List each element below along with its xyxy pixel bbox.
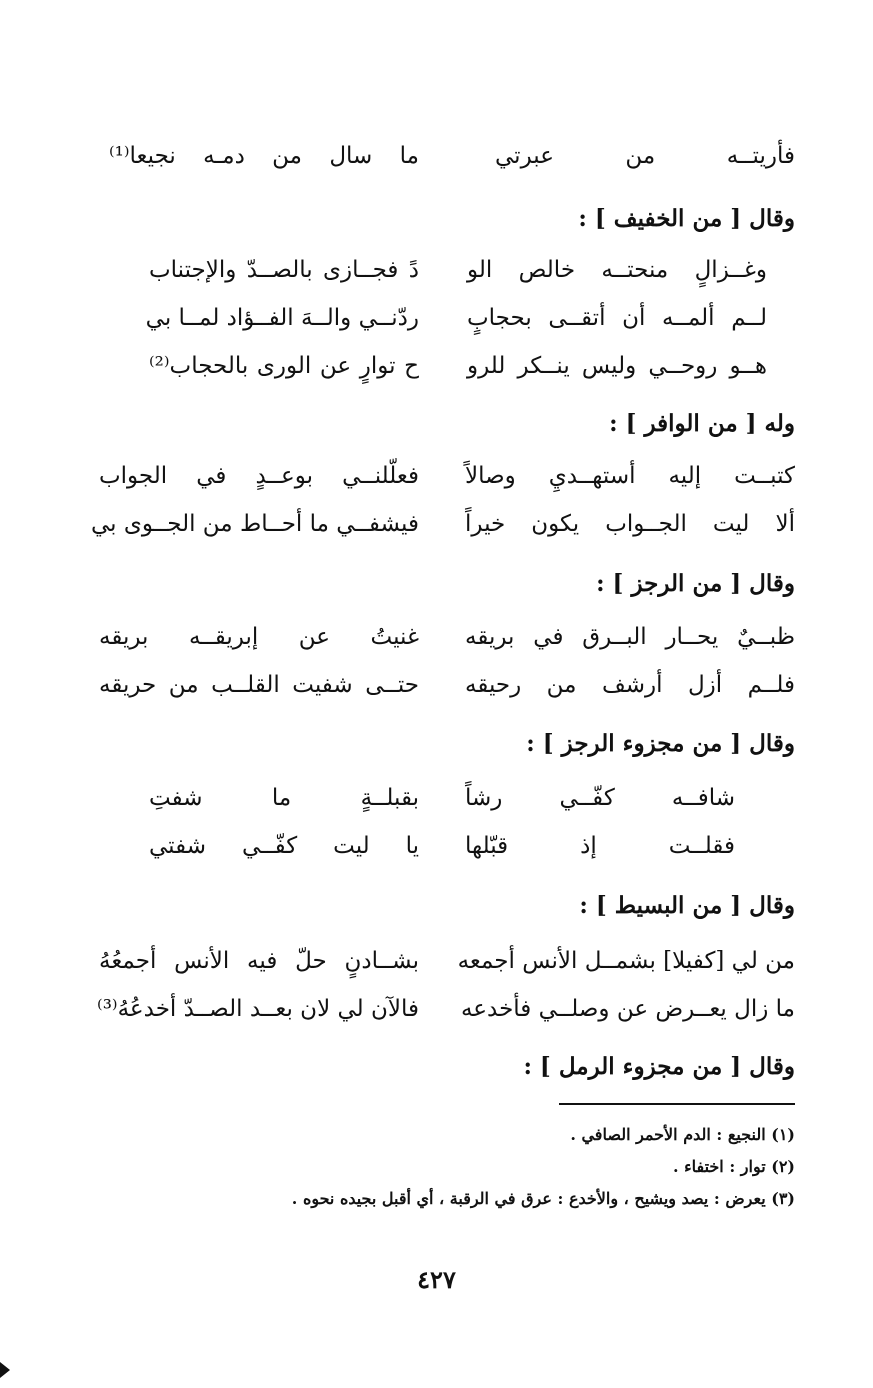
first-hemistich: ظبــيٌ يحــار البــرق في بريقه <box>465 624 795 650</box>
verse-line <box>75 143 795 187</box>
verse-line <box>75 463 795 507</box>
poem-intro: وقال [ من الخفيف ] : <box>578 205 795 232</box>
verse-line <box>75 996 795 1040</box>
scan-edge-mark <box>0 1362 10 1378</box>
page-number: ٤٢٧ <box>417 1265 456 1294</box>
poem-intro: وقال [ من الرجز ] : <box>596 570 795 597</box>
verse-line <box>75 833 795 877</box>
verse-line <box>75 624 795 668</box>
poem-intro: وقال [ من البسيط ] : <box>579 892 795 919</box>
second-hemistich: ردّنــي والــهَ الفــؤاد لمــا بي <box>145 305 419 331</box>
second-hemistich: بقبلــةٍ ما شفتِ <box>149 785 419 811</box>
second-hemistich: حتــى شفيت القلــب من حريقه <box>99 672 419 698</box>
verse-line <box>75 511 795 555</box>
verse-line <box>75 948 795 992</box>
first-hemistich: كتبــت إليه أستهــديِ وصالاً <box>465 463 795 489</box>
footnote-divider <box>559 1103 795 1105</box>
second-hemistich: فالآن لي لان بعــد الصــدّ أخدعُهُ⁽³⁾ <box>97 996 419 1022</box>
first-hemistich: ما زال يعــرض عن وصلــي فأخدعه <box>460 996 795 1022</box>
poem-intro: وقال [ من مجزوء الرجز ] : <box>526 730 795 757</box>
verse-line <box>75 305 795 349</box>
second-hemistich: ما سال من دمـه نجيعا⁽¹⁾ <box>109 143 419 169</box>
second-hemistich: فعلّلنــي بوعــدٍ في الجواب <box>99 463 419 489</box>
verse-line <box>75 353 795 397</box>
verse-line <box>75 257 795 301</box>
first-hemistich: فلــم أزل أرشف من رحيقه <box>465 672 795 698</box>
verse-line <box>75 785 795 829</box>
first-hemistich: من لي [كفيلا] بشمــل الأنس أجمعه <box>457 948 795 974</box>
poem-intro: وله [ من الوافر ] : <box>609 410 795 437</box>
footnote: (١) النجيع : الدم الأحمر الصافي . <box>570 1125 795 1144</box>
first-hemistich: هــو روحــي وليس ينــكر للرو <box>467 353 767 379</box>
first-hemistich: ألا ليت الجــواب يكون خيراً <box>465 511 795 537</box>
first-hemistich: فأريتــه من عبرتي <box>495 143 795 169</box>
first-hemistich: وغــزالٍ منحتــه خالص الو <box>467 257 767 283</box>
second-hemistich: بشــادنٍ حلّ فيه الأنس أجمعُهُ <box>99 948 419 974</box>
second-hemistich: يا ليت كفّــي شفتي <box>149 833 419 859</box>
footnote: (٣) يعرض : يصد ويشيح ، والأخدع : عرق في الرقبة ، أي أقبل بجيده نحوه . <box>291 1189 795 1208</box>
second-hemistich: فيشفــي ما أحــاط من الجــوى بي <box>91 511 419 537</box>
second-hemistich: دً فجــازى بالصــدّ والإجتناب <box>149 257 419 283</box>
first-hemistich: شافــه كفّــي رشاً <box>465 785 735 811</box>
second-hemistich: غنيتُ عن إبريقــه بريقه <box>99 624 419 650</box>
first-hemistich: فقلــت إذ قبّلها <box>465 833 735 859</box>
poem-intro: وقال [ من مجزوء الرمل ] : <box>523 1053 795 1080</box>
second-hemistich: ح توارٍ عن الورى بالحجاب⁽²⁾ <box>149 353 419 379</box>
first-hemistich: لــم ألمــه أن أتقــى بحجابٍ <box>467 305 767 331</box>
verse-line <box>75 672 795 716</box>
footnote: (٢) توار : اختفاء . <box>672 1157 795 1176</box>
